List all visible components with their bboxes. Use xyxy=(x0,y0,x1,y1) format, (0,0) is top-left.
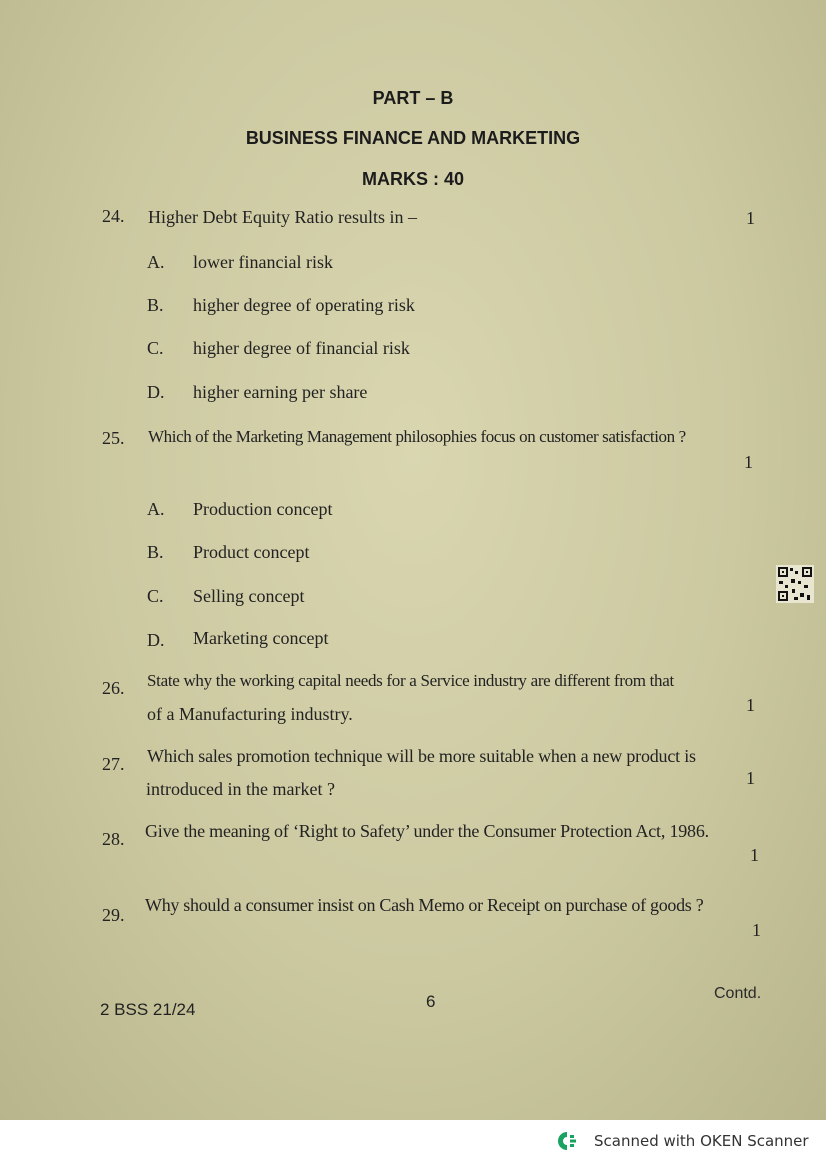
question-text-line2: of a Manufacturing industry. xyxy=(147,704,353,724)
question-text-line1: State why the working capital needs for a Service industry are different from that xyxy=(147,671,674,690)
paper-code: 2 BSS 21/24 xyxy=(100,1000,196,1019)
scanner-logo-icon xyxy=(556,1130,584,1152)
question-text: Why should a consumer insist on Cash Memo or Receipt on purchase of goods ? xyxy=(145,895,704,915)
question-mark: 1 xyxy=(750,845,759,865)
option-text: higher degree of financial risk xyxy=(193,338,410,358)
option-text: higher degree of operating risk xyxy=(193,295,415,315)
page-number: 6 xyxy=(426,992,436,1011)
option-text: Production concept xyxy=(193,499,333,519)
marks-heading: MARKS : 40 xyxy=(361,169,464,189)
question-mark: 1 xyxy=(746,208,755,228)
option-text: Product concept xyxy=(193,542,310,562)
question-number: 24. xyxy=(102,206,125,226)
question-text: Which of the Marketing Management philosophies focus on customer satisfaction ? xyxy=(148,427,686,446)
option-letter: B. xyxy=(147,295,164,315)
question-mark: 1 xyxy=(746,695,755,715)
question-number: 26. xyxy=(102,678,125,698)
question-number: 27. xyxy=(102,754,125,774)
option-letter: A. xyxy=(147,252,165,272)
option-letter: C. xyxy=(147,338,164,358)
question-text: Higher Debt Equity Ratio results in – xyxy=(148,207,417,227)
option-letter: D. xyxy=(147,382,165,402)
scanner-watermark: Scanned with OKEN Scanner xyxy=(594,1132,809,1150)
subject-heading: BUSINESS FINANCE AND MARKETING xyxy=(245,128,581,148)
option-letter: B. xyxy=(147,542,164,562)
option-letter: C. xyxy=(147,586,164,606)
option-text: higher earning per share xyxy=(193,382,368,402)
question-number: 29. xyxy=(102,905,125,925)
option-text: Marketing concept xyxy=(193,628,329,648)
option-text: lower financial risk xyxy=(193,252,333,272)
question-number: 28. xyxy=(102,829,125,849)
question-mark: 1 xyxy=(746,768,755,788)
option-letter: A. xyxy=(147,499,165,519)
question-text: Give the meaning of ‘Right to Safety’ under the Consumer Protection Act, 1986. xyxy=(145,821,709,841)
option-text: Selling concept xyxy=(193,586,305,606)
question-mark: 1 xyxy=(744,452,753,472)
continued-label: Contd. xyxy=(714,985,762,1002)
option-letter: D. xyxy=(147,630,165,650)
qr-code-icon xyxy=(776,565,814,603)
question-number: 25. xyxy=(102,428,125,448)
question-mark: 1 xyxy=(752,920,761,940)
part-heading: PART – B xyxy=(372,88,454,108)
question-text-line1: Which sales promotion technique will be more suitable when a new product is xyxy=(147,746,696,766)
question-text-line2: introduced in the market ? xyxy=(146,779,335,799)
